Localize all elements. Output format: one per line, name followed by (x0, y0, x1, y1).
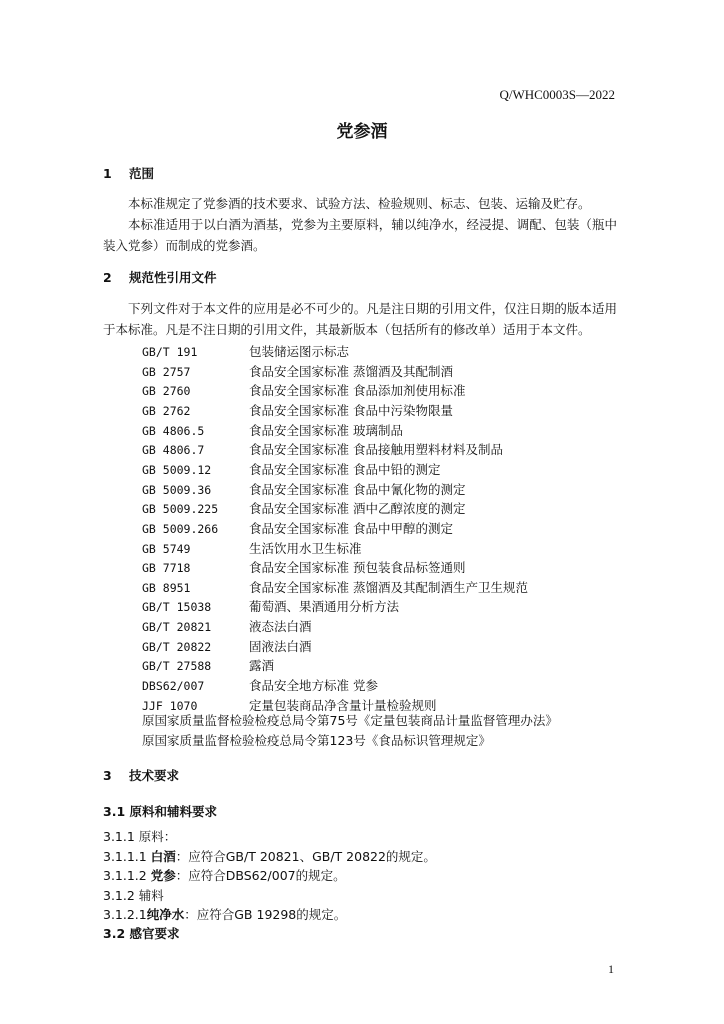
reference-code: DBS62/007 (142, 679, 205, 694)
section-number: 2 (103, 270, 112, 285)
clause-3-1-2-1: 3.1.2.1纯净水：应符合GB 19298的规定。 (103, 907, 347, 922)
reference-code: GB/T 191 (142, 345, 198, 359)
reference-item (142, 362, 453, 382)
page-number: 1 (608, 962, 614, 976)
reference-code: GB 5749 (142, 541, 191, 556)
reference-name: 食品安全国家标准 食品中甲醇的测定 (249, 520, 453, 536)
reference-item (142, 656, 274, 676)
reference-item (142, 381, 465, 401)
reference-code: GB 5009.266 (142, 521, 219, 536)
reference-item (142, 597, 399, 617)
reference-code: GB 4806.7 (142, 443, 205, 458)
reference-name: 食品安全国家标准 食品中氰化物的测定 (249, 481, 466, 497)
section-3-heading (103, 766, 179, 784)
reference-name: 葡萄酒、果酒通用分析方法 (249, 599, 400, 615)
standard-code: Q/WHC0003S—2022 (499, 87, 615, 102)
reference-item (142, 676, 378, 696)
reference-item (142, 617, 312, 637)
reference-name: 食品安全国家标准 食品中污染物限量 (249, 402, 453, 418)
reference-name: 食品安全地方标准 党参 (249, 678, 378, 694)
reference-name: 生活饮用水卫生标准 (249, 540, 362, 556)
section-2-heading (103, 268, 217, 286)
subsection-3-1-1: 3.1.1 原料： (103, 829, 177, 844)
section-2-paragraph-1: 下列文件对于本文件的应用是必不可少的。凡是注日期的引用文件，仅注日期的版本适用于本标准。凡是不注日期的引用文件，其最新版本（包括所有的修改单）适用于本文件。 (103, 301, 617, 337)
reference-regulation-123: 原国家质量监督检验检疫总局令第123号《食品标识管理规定》 (142, 733, 491, 748)
section-title: 技术要求 (129, 768, 180, 783)
reference-name: 包装储运图示标志 (249, 344, 350, 359)
reference-code: GB/T 20822 (142, 639, 212, 654)
reference-name: 食品安全国家标准 蒸馏酒及其配制酒 (249, 363, 453, 379)
reference-code: GB 4806.5 (142, 423, 205, 438)
reference-item (142, 539, 362, 559)
reference-code: GB 7718 (142, 561, 191, 576)
reference-code: GB/T 27588 (142, 659, 212, 674)
reference-code: GB 2762 (142, 403, 191, 418)
reference-item (142, 440, 503, 460)
section-title: 范围 (129, 166, 155, 181)
clause-3-1-1-1: 3.1.1.1 白酒：应符合GB/T 20821、GB/T 20822的规定。 (103, 849, 436, 864)
section-number: 3 (103, 768, 112, 783)
reference-code: GB/T 15038 (142, 600, 212, 615)
reference-name: 固液法白酒 (249, 638, 312, 654)
reference-name: 食品安全国家标准 蒸馏酒及其配制酒生产卫生规范 (249, 579, 528, 595)
section-1-paragraph-1: 本标准规定了党参酒的技术要求、试验方法、检验规则、标志、包装、运输及贮存。 (128, 196, 591, 211)
reference-name: 食品安全国家标准 食品添加剂使用标准 (249, 383, 466, 399)
reference-item (142, 519, 453, 539)
reference-code: GB 5009.12 (142, 462, 212, 477)
reference-code: GB 5009.225 (142, 502, 219, 517)
reference-name: 露酒 (249, 658, 275, 674)
reference-name: 食品安全国家标准 食品中铅的测定 (249, 461, 441, 477)
reference-code: GB/T 20821 (142, 620, 212, 635)
subsection-3-2: 3.2 感官要求 (103, 926, 180, 941)
section-1-paragraph-2: 本标准适用于以白酒为酒基，党参为主要原料，辅以纯净水，经浸提、调配、包装（瓶中装入党参）而制成的党参酒。 (103, 217, 617, 253)
subsection-3-1-2: 3.1.2 辅料 (103, 888, 164, 903)
reference-item (142, 558, 465, 578)
reference-regulation-75: 原国家质量监督检验检疫总局令第75号《定量包装商品计量监督管理办法》 (142, 713, 558, 728)
reference-item (142, 480, 465, 500)
reference-code: GB 2757 (142, 364, 191, 379)
section-number: 1 (103, 166, 112, 181)
clause-3-1-1-2: 3.1.1.2 党参：应符合DBS62/007的规定。 (103, 868, 346, 883)
document-title: 党参酒 (336, 122, 388, 142)
reference-item (142, 342, 349, 362)
reference-item (142, 421, 403, 441)
reference-name: 定量包装商品净含量计量检验规则 (249, 697, 437, 713)
reference-name: 食品安全国家标准 预包装食品标签通则 (249, 560, 466, 576)
section-title: 规范性引用文件 (129, 270, 217, 285)
reference-item (142, 460, 440, 480)
reference-code: JJF 1070 (142, 698, 198, 713)
reference-name: 食品安全国家标准 酒中乙醇浓度的测定 (249, 501, 466, 517)
reference-code: GB 8951 (142, 580, 191, 595)
reference-code: GB 5009.36 (142, 482, 212, 497)
reference-code: GB 2760 (142, 384, 191, 399)
section-1-heading (103, 164, 154, 182)
reference-name: 食品安全国家标准 玻璃制品 (249, 422, 403, 438)
reference-item (142, 637, 312, 657)
reference-name: 食品安全国家标准 食品接触用塑料材料及制品 (249, 442, 503, 458)
reference-item (142, 499, 465, 519)
reference-name: 液态法白酒 (249, 619, 312, 635)
reference-item (142, 578, 528, 598)
subsection-3-1: 3.1 原料和辅料要求 (103, 804, 217, 819)
reference-item (142, 401, 453, 421)
